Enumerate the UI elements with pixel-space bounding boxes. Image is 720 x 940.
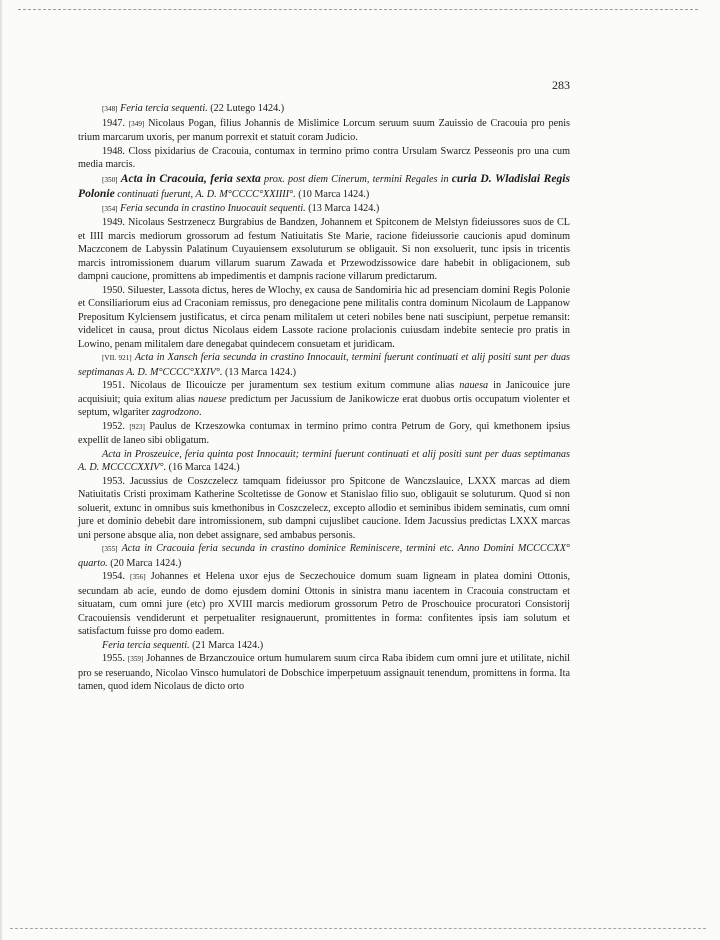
entry-1947 bbox=[78, 117, 570, 145]
heading-date: (13 Marca 1424.) bbox=[308, 202, 380, 214]
entry-text: Nicolaus Pogan, filius Johannis de Mislimice Lorcum seruum suum Zauissio de Cracouia pro penis trium marcarum uxoris, per manum porrexit et statuit coram Judicio. bbox=[78, 117, 570, 143]
heading-bold-text: curia D. Wladislai Regis Polonie bbox=[78, 171, 571, 200]
entry-text: Johannes et Helena uxor ejus de Seczechouice domum suam ligneam in platea domini Ottonis, secundam ab acie, eundo de domo ejusdem domini Ottonis in sinistra manu iacentem in Cracouia constructam et situatam, cum omni jure (etc) pro XVIII marcis mediorum grossorum Petro de Proschouice procuratori Consistorij Cracouiensis vendiderunt et perpetualiter resignauerunt, promittentes in forma: confitentes ipsis iam solutum et satisfactum fuisse pro domo eadem. bbox=[78, 571, 571, 637]
entry-1948 bbox=[78, 145, 570, 172]
entry-text: Jacussius de Coszczelecz tamquam fideiussor pro Spitcone de Wanczslauice, LXXX marcas ad diem Natiuitatis Cristi proximam Katherine Scoltetisse de Gonow et Stanislao filio suo, obligauit se soluturum. Quod si non soluerit, extunc in omnibus suis kmethonibus in Coszczelecz, excepto allodio et seminibus ibidem seminatis, cum omni jure et dominio debebit dare intromissionem, sub dampni cujuslibet caucione. Idem Jacussius predictas LXXX marcas uni persone absque alia, non debet assignare, sed ambabus personis. bbox=[78, 475, 571, 541]
session-heading bbox=[78, 542, 570, 570]
heading-text: Acta in Xansch feria secunda in crastino Innocauit, termini fuerunt continuati et alij positi sunt per duas septimanas A. D. M°CCCC°XXIV°. bbox=[78, 352, 571, 378]
heading-date: (20 Marca 1424.) bbox=[110, 557, 182, 569]
session-heading bbox=[78, 202, 570, 217]
document-body bbox=[78, 102, 570, 694]
heading-date: (10 Marca 1424.) bbox=[298, 189, 370, 200]
heading-text: continuati fuerunt, A. D. M°CCCC°XXIIII°. bbox=[117, 189, 296, 200]
entry-1949 bbox=[78, 216, 570, 284]
entry-number: 1955. bbox=[102, 653, 125, 664]
session-heading bbox=[78, 639, 570, 653]
entry-number: 1948. bbox=[102, 145, 125, 157]
entry-1953 bbox=[78, 475, 570, 543]
entry-number: 1947. bbox=[102, 117, 125, 129]
entry-text: predictum per Jacussium de Janikowicze erat duobus ortis occupatum violenter et septum, wlgariter bbox=[78, 393, 570, 418]
entry-number: 1954. bbox=[102, 571, 125, 582]
reference-number: [355] bbox=[102, 545, 118, 553]
entry-number: 1952. bbox=[102, 420, 125, 432]
heading-date: (13 Marca 1424.) bbox=[225, 366, 297, 378]
heading-text: Feria tercia sequenti. bbox=[102, 639, 190, 651]
heading-text: Acta in Proszeuice, feria quinta post Innocauit; termini fuerunt continuati et alij positi sunt per duas septimanas A. D. MCCCCXXIV°. bbox=[78, 448, 570, 473]
heading-bold-text: Acta in Cracouia, feria sexta bbox=[120, 171, 261, 185]
entry-italic-word: nauese bbox=[198, 393, 227, 405]
reference-number: [VII. 921] bbox=[102, 354, 132, 362]
entry-number: 1953. bbox=[102, 475, 125, 487]
entry-text: Johannes de Brzanczouice ortum humularem suum circa Raba ibidem cum omni jure et utilitate, nichil pro se reseruando, Nicolao Vinsco humulatori de Dobschice imperpetuum assignauit tenendum, promittens in forma. Ita tamen, quod idem Nicolaus de dicto orto bbox=[78, 653, 570, 692]
entry-1950 bbox=[78, 284, 570, 352]
entry-1955 bbox=[78, 652, 570, 694]
heading-date: (21 Marca 1424.) bbox=[192, 639, 264, 651]
top-border bbox=[18, 9, 698, 10]
heading-date: (16 Marca 1424.) bbox=[168, 462, 240, 473]
reference-number: [923] bbox=[129, 422, 145, 431]
entry-text: Nicolaus de Ilicouicze per juramentum sex testium exitum commune alias bbox=[129, 380, 460, 391]
entry-italic-word: zagrodzono bbox=[151, 407, 200, 418]
entry-text: Paulus de Krzeszowka contumax in termino primo contra Petrum de Gory, qui kmethonem ipsius expellit de laneo sibi obligatum. bbox=[78, 420, 571, 446]
page-number: 283 bbox=[552, 78, 570, 92]
heading-text: prox. post diem Cinerum, termini Regales in bbox=[264, 173, 449, 185]
bottom-border bbox=[10, 928, 706, 929]
session-heading bbox=[78, 172, 570, 202]
reference-number: [356] bbox=[130, 573, 146, 581]
reference-number: [348] bbox=[102, 105, 118, 113]
entry-number: 1949. bbox=[102, 217, 125, 228]
reference-number: [350] bbox=[102, 175, 118, 184]
heading-date: (22 Lutego 1424.) bbox=[210, 103, 285, 114]
heading-text: Acta in Cracouia feria secunda in crastino dominice Reminiscere, termini etc. Anno Domini MCCCCXX° quarto. bbox=[78, 543, 570, 569]
entry-number: 1950. bbox=[102, 284, 125, 296]
reference-number: [349] bbox=[128, 119, 145, 128]
entry-text: Siluester, Lassota dictus, heres de Wlochy, ex causa de Sandomiria hic ad presenciam domini Regis Polonie et Consiliariorum eius ad Craconiam remissus, pro denegacione pene militalis contra dominum Nicolaum de Lappanow Prepositum Kylciensem justificatus, et circa penam militalem ut ceteri nobiles bene nati suscipiunt, perpetue remansit: videlicet in causa, prout dictus Nicolaus eidem Lassote racione prolacionis cuiusdam indebite sentecie pro pratis in Lowino, penam militalem dare denegabat quindecem consuetam et juridicam. bbox=[78, 284, 570, 350]
heading-text: Feria secunda in crastino Inuocauit sequenti. bbox=[120, 202, 306, 214]
entry-text: . bbox=[199, 407, 202, 418]
entry-text: in Janicouice jure acquisiuit; quia exitum alias bbox=[78, 380, 571, 405]
entry-1954 bbox=[78, 570, 570, 639]
reference-number: [354] bbox=[102, 204, 118, 213]
entry-italic-word: nauesa bbox=[459, 380, 489, 391]
entry-text: Closs pixidarius de Cracouia, contumax in termino primo contra Ursulam Swarcz Pesseonis pro una cum media marcis. bbox=[78, 145, 570, 170]
session-heading bbox=[78, 102, 570, 117]
entry-text: Nicolaus Sestrzenecz Burgrabius de Bandzen, Johannem et Spitconem de Melstyn fideiussores suos de CL et IIII marcis mediorum grossorum ad festum Natiuitatis Ste Marie, racione fideiussorie caucionis apud dominum Maczconem de Labyssin Palatinum Cuyauiensem exsoluturum se obligauit. Si non exsoluerit, tunc ipsis in tricentis marcis intromissionem duarum villarum suarum Zawada et Przewodzissowice dare habebit in obligacionem, sub dampni caucione, promittens ab impedimentis et dampnis racione villarum predictarum. bbox=[78, 217, 571, 282]
session-heading bbox=[78, 448, 570, 475]
session-heading bbox=[78, 351, 570, 379]
entry-1952 bbox=[78, 420, 570, 448]
entry-1951 bbox=[78, 379, 570, 420]
reference-number: [359] bbox=[127, 655, 144, 663]
page-edge-shadow bbox=[0, 0, 3, 940]
entry-number: 1951. bbox=[102, 380, 125, 391]
heading-text: Feria tercia sequenti. bbox=[120, 103, 208, 114]
